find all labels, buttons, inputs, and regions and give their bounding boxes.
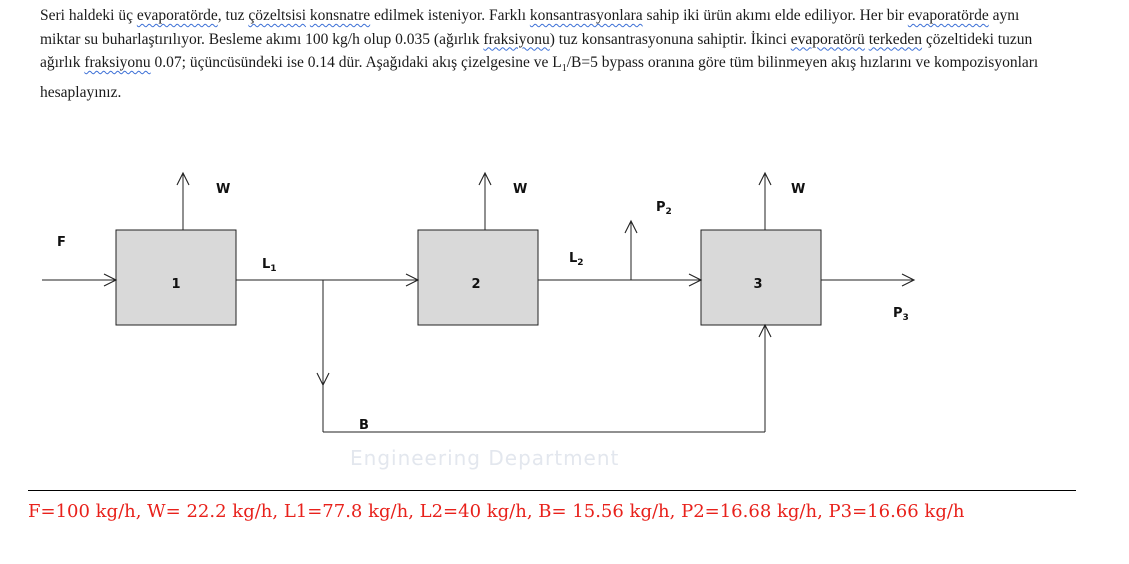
spellcheck-flagged-word: çözeltsisi (248, 7, 307, 24)
problem-text-segment: çözeltideki tuzun ağırlık (40, 30, 1033, 71)
vapor-3-label: W (791, 182, 806, 197)
problem-text-segment: edilmek isteniyor. Farklı (370, 7, 530, 24)
vapor-2-label: W (513, 182, 528, 197)
problem-statement (40, 4, 1060, 104)
spellcheck-flagged-word: konsantrasyonlara (529, 7, 643, 24)
stream-L2-label: $L_2$ (569, 251, 584, 268)
problem-text-segment: /B=5 bypass oranına göre tüm bilinmeyen akış hızlarını ve kompozisyonları hesaplayınız. (40, 54, 1039, 101)
stream-L1-label: $L_1$ (262, 257, 277, 274)
bypass-label: B (359, 418, 369, 433)
flowchart-diagram (0, 155, 1129, 455)
spellcheck-flagged-word: evaporatörü (790, 30, 865, 48)
evaporator-3-label: 3 (753, 277, 763, 292)
product-P3-label: $P_3$ (893, 306, 909, 323)
watermark-text: Engineering Department (350, 446, 620, 470)
problem-text-segment: ) tuz konsantrasyonuna sahiptir. İkinci (549, 30, 791, 48)
answer-text: F=100 kg/h, W= 22.2 kg/h, L1=77.8 kg/h, L2=40 kg/h, B= 15.56 kg/h, P2=16.68 kg/h, P3=16.66 kg/h (28, 501, 965, 522)
problem-text-segment: Seri haldeki üç (40, 7, 137, 24)
product-P2-label: $P_2$ (656, 200, 672, 217)
spellcheck-flagged-word: terkeden (868, 30, 923, 48)
answer-divider (28, 490, 1076, 491)
subscript-text: 1 (561, 63, 567, 75)
problem-text-segment: aynı miktar su buharlaştırılıyor. Besleme akımı 100 kg/h olup 0.035 (ağırlık (40, 7, 1020, 48)
spellcheck-flagged-word: fraksiyonu (483, 30, 550, 48)
problem-text-segment: , tuz (217, 7, 249, 24)
spellcheck-flagged-word: evaporatörde (136, 7, 218, 24)
feed-label: F (57, 235, 66, 250)
spellcheck-flagged-word: fraksiyonu (84, 54, 151, 71)
evaporator-2-label: 2 (471, 277, 481, 292)
problem-text-segment: 0.07; üçüncüsündeki ise 0.14 dür. Aşağıdaki akış çizelgesine ve L (150, 54, 562, 71)
spellcheck-flagged-word: konsnatre (309, 7, 371, 24)
problem-text-segment: sahip iki ürün akımı elde ediliyor. Her bir (642, 7, 908, 24)
spellcheck-flagged-word: evaporatörde (907, 7, 989, 24)
vapor-1-label: W (216, 182, 231, 197)
evaporator-1-label: 1 (171, 277, 181, 292)
